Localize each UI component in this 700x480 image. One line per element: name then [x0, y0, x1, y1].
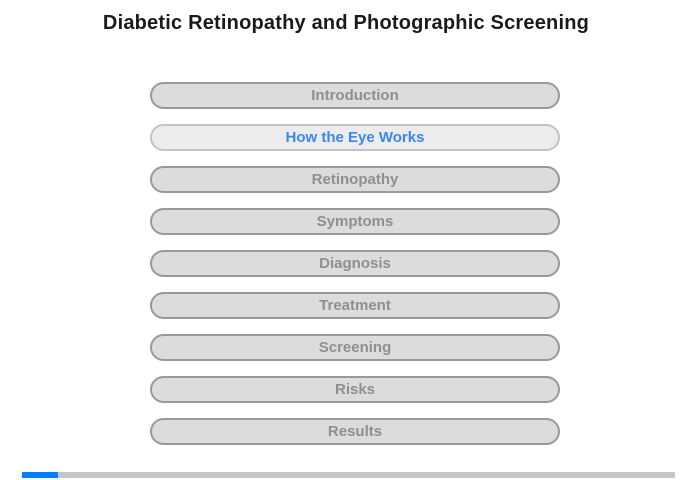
main-menu: [150, 82, 560, 445]
menu-item-symptoms[interactable]: Symptoms: [150, 208, 560, 235]
menu-item-results[interactable]: Results: [150, 418, 560, 445]
menu-item-risks[interactable]: Risks: [150, 376, 560, 403]
menu-item-treatment[interactable]: Treatment: [150, 292, 560, 319]
menu-item-introduction[interactable]: Introduction: [150, 82, 560, 109]
menu-item-retinopathy[interactable]: Retinopathy: [150, 166, 560, 193]
menu-item-how-the-eye-works[interactable]: How the Eye Works: [150, 124, 560, 151]
menu-item-diagnosis[interactable]: Diagnosis: [150, 250, 560, 277]
progress-bar-fill: [22, 472, 58, 478]
menu-item-screening[interactable]: Screening: [150, 334, 560, 361]
page-title: Diabetic Retinopathy and Photographic Screening: [102, 12, 590, 34]
progress-bar-track[interactable]: [22, 472, 675, 478]
